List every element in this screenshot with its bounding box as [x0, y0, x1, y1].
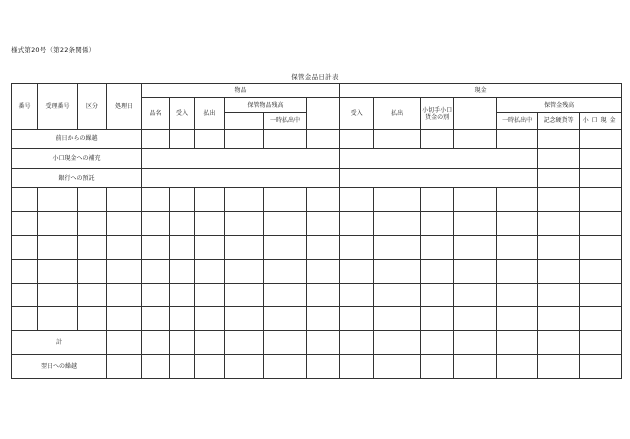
header-goods-balance-blank — [225, 112, 264, 129]
row-petty-cash-refill — [12, 149, 622, 169]
header-goods-temp-out: 一時払出中 — [264, 112, 307, 129]
header-goods: 物品 — [142, 84, 340, 98]
table-row — [12, 283, 622, 307]
header-cash: 現金 — [340, 84, 622, 98]
header-goods-blank — [307, 98, 340, 129]
header-cash-balance: 保管金残高 — [497, 98, 622, 112]
header-small-check — [421, 98, 454, 129]
header-processing-date: 処理日 — [107, 84, 142, 130]
header-cash-blank — [454, 98, 497, 129]
table-row — [12, 259, 622, 283]
row-total — [12, 331, 622, 355]
row-label: 計 — [12, 331, 107, 355]
daily-ledger-table — [11, 83, 622, 379]
header-goods-received: 受入 — [170, 98, 195, 129]
table-row — [12, 307, 622, 331]
row-label: 小口現金への補充 — [12, 149, 142, 169]
row-bank-deposit — [12, 168, 622, 188]
table-row — [12, 212, 622, 236]
row-carry-to-next-day — [12, 355, 622, 379]
header-commemorative: 記念硬貨等 — [538, 112, 580, 129]
row-label: 翌日への繰越 — [12, 355, 107, 379]
header-number: 番号 — [12, 84, 38, 130]
header-goods-balance: 保管物品残高 — [225, 98, 307, 112]
header-cash-paid: 払出 — [374, 98, 421, 129]
row-label: 銀行への預託 — [12, 168, 142, 188]
header-item-name: 品名 — [142, 98, 170, 129]
header-cash-temp-out: 一時払出中 — [497, 112, 538, 129]
header-category: 区分 — [78, 84, 107, 130]
header-petty-cash: 小口現金 — [580, 112, 622, 129]
row-label: 前日からの繰越 — [12, 129, 142, 149]
header-small-check-line2: 貨金の別 — [425, 113, 450, 121]
header-receipt-number: 受理番号 — [38, 84, 78, 130]
document-title: 保管金品日計表 — [291, 73, 339, 81]
table-row — [12, 188, 622, 212]
form-number: 様式第20号（第22条関係） — [11, 46, 96, 54]
header-small-check-line1: 小切手小口 — [422, 106, 453, 114]
row-carried-from-previous — [12, 129, 622, 149]
header-cash-received: 受入 — [340, 98, 374, 129]
table-row — [12, 236, 622, 260]
header-goods-paid: 払出 — [195, 98, 225, 129]
